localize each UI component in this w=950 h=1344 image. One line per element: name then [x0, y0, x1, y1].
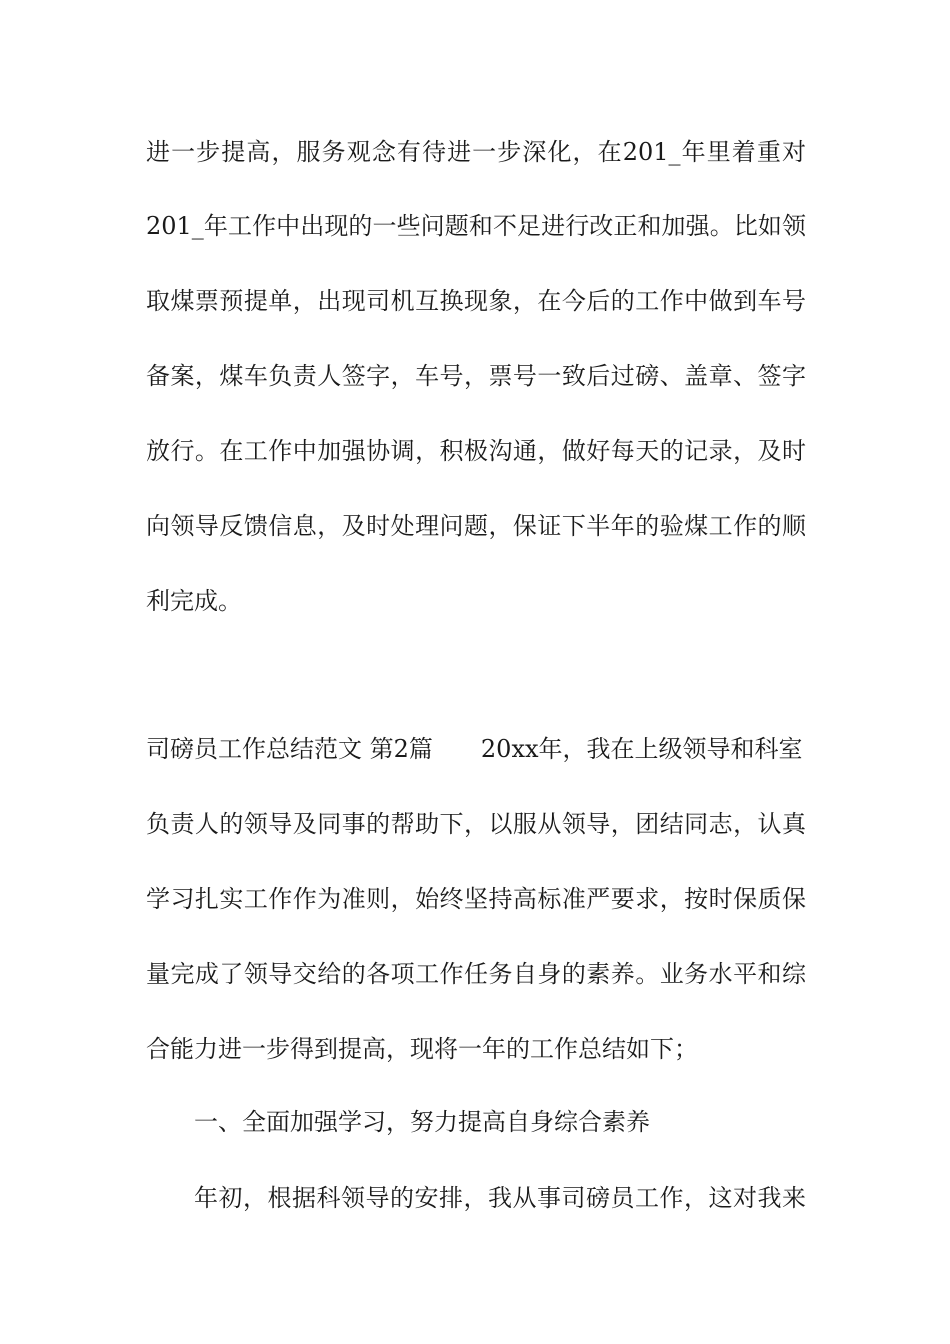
paragraph-line: 年初，根据科领导的安排，我从事司磅员工作，这对我来: [194, 1184, 806, 1212]
section-first-line: 20xx年，我在上级领导和科室: [480, 735, 803, 763]
section-title: 司磅员工作总结范文 第2篇: [146, 735, 433, 763]
paragraph-line: 进一步提高，服务观念有待进一步深化，在201_年里着重对: [146, 138, 806, 166]
paragraph-line: 向领导反馈信息，及时处理问题，保证下半年的验煤工作的顺: [146, 512, 806, 540]
paragraph-line: 备案，煤车负责人签字，车号，票号一致后过磅、盖章、签字: [146, 362, 806, 390]
paragraph-line: 合能力进一步得到提高，现将一年的工作总结如下；: [146, 1035, 698, 1063]
paragraph-line: 201_年工作中出现的一些问题和不足进行改正和加强。比如领: [146, 212, 806, 240]
paragraph-line: 量完成了领导交给的各项工作任务自身的素养。业务水平和综: [146, 960, 806, 988]
paragraph-line: 放行。在工作中加强协调，积极沟通，做好每天的记录，及时: [146, 437, 806, 465]
subheading: 一、全面加强学习，努力提高自身综合素养: [194, 1108, 650, 1136]
paragraph-line: 学习扎实工作作为准则，始终坚持高标准严要求，按时保质保: [146, 885, 806, 913]
paragraph-line: 利完成。: [146, 587, 242, 615]
section-heading-line: [146, 733, 806, 765]
paragraph-line: 取煤票预提单，出现司机互换现象，在今后的工作中做到车号: [146, 287, 806, 315]
paragraph-line: 负责人的领导及同事的帮助下，以服从领导，团结同志，认真: [146, 810, 806, 838]
